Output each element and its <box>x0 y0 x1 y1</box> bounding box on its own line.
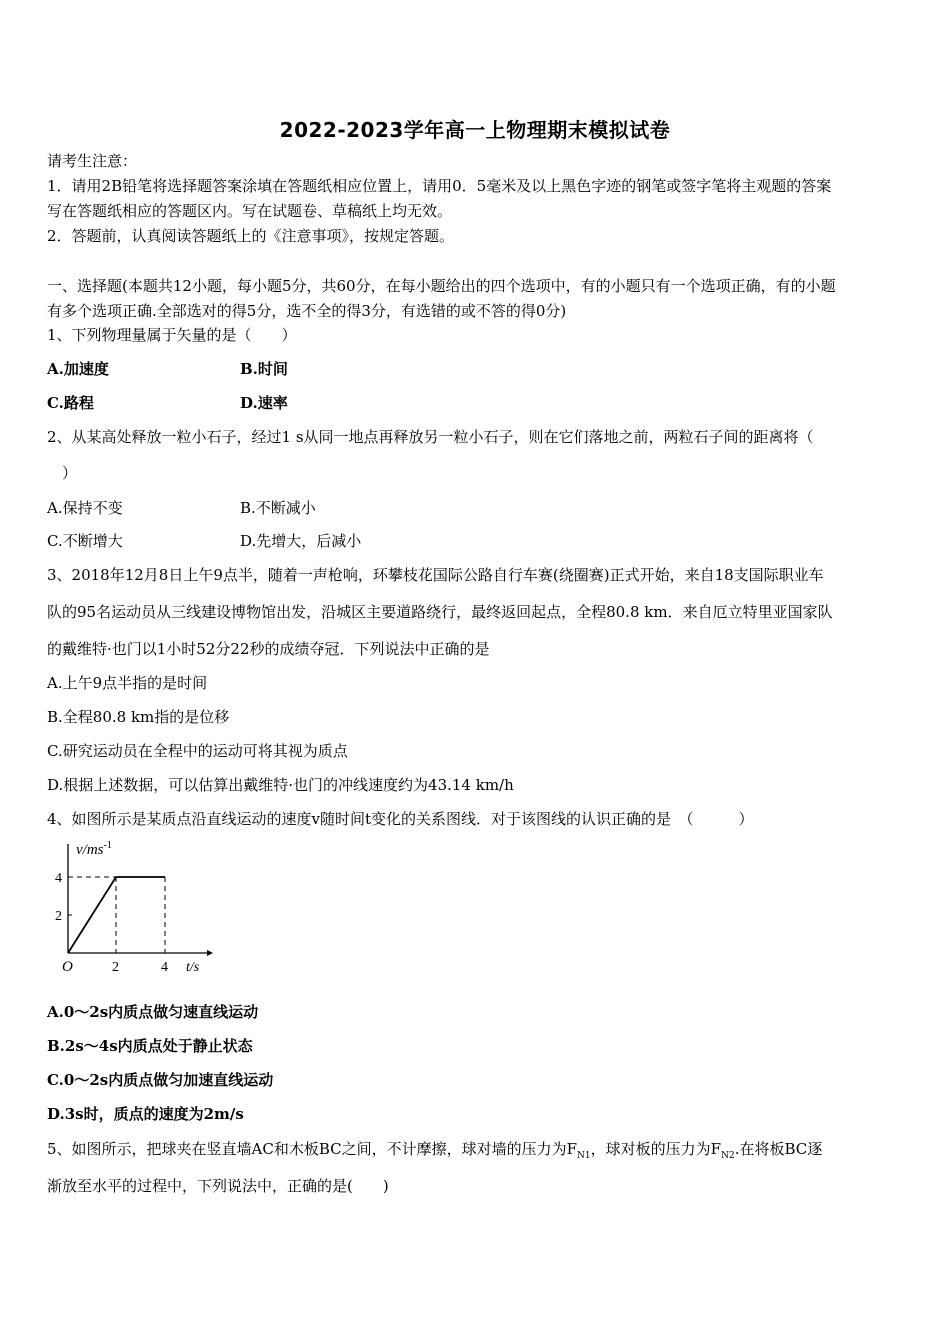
tick-label-t-4: 4 <box>161 960 168 975</box>
tick-label-v-2: 2 <box>55 909 62 924</box>
section-1-intro-line-1: 一、选择题(本题共12小题，每小题5分，共60分，在每小题给出的四个选项中，有的小题只有一个选项正确，有的小题 <box>47 277 836 295</box>
q1-option-b: B.时间 <box>240 360 288 378</box>
q3-option-d: D.根据上述数据，可以估算出戴维特·也门的冲线速度约为43.14 km/h <box>47 776 514 794</box>
t-axis-arrow <box>207 950 213 956</box>
q4-option-a: A.0～2s内质点做匀速直线运动 <box>47 1003 259 1021</box>
q5-stem-part-1: 5、如图所示，把球夹在竖直墙AC和木板BC之间，不计摩擦，球对墙的压力为F <box>47 1140 578 1158</box>
velocity-time-graph <box>50 838 215 978</box>
axis-label-v: $v/ms^{-1}$ <box>76 840 112 858</box>
q5-stem-part-3: .在将板BC逐 <box>734 1140 823 1158</box>
axis-label-t: t/s <box>186 960 200 975</box>
q3-stem-line-1: 3、2018年12月8日上午9点半，随着一声枪响，环攀枝花国际公路自行车赛(绕圈赛)正式开始，来自18支国际职业车 <box>47 566 824 584</box>
q2-option-b: B.不断减小 <box>240 499 316 517</box>
q4-option-b: B.2s～4s内质点处于静止状态 <box>47 1037 253 1055</box>
q4-option-c: C.0～2s内质点做匀加速直线运动 <box>47 1071 274 1089</box>
fn1-subscript: N1 <box>577 1151 591 1161</box>
q5-stem-line-2: 渐放至水平的过程中，下列说法中，正确的是( ) <box>47 1177 389 1195</box>
notice-heading: 请考生注意： <box>47 152 138 170</box>
q1-option-c: C.路程 <box>47 394 94 412</box>
q3-option-b: B.全程80.8 km指的是位移 <box>47 708 230 726</box>
q2-option-c: C.不断增大 <box>47 532 123 550</box>
q2-stem-line-1: 2、从某高处释放一粒小石子，经过1 s从同一地点再释放另一粒小石子，则在它们落地之前，两粒石子间的距离将（ <box>47 428 814 446</box>
page-title: 2022-2023学年高一上物理期末模拟试卷 <box>279 118 671 142</box>
q2-option-a: A.保持不变 <box>47 499 123 517</box>
tick-label-t-2: 2 <box>112 960 119 975</box>
q5-stem-part-2: ，球对板的压力为F <box>590 1140 722 1158</box>
q2-option-d: D.先增大，后减小 <box>240 532 362 550</box>
q3-stem-line-3: 的戴维特·也门以1小时52分22秒的成绩夺冠．下列说法中正确的是 <box>47 640 490 658</box>
q5-stem-line-1 <box>47 1139 822 1166</box>
q4-option-d: D.3s时，质点的速度为2m/s <box>47 1105 244 1123</box>
section-1-intro-line-2: 有多个选项正确.全部选对的得5分，选不全的得3分，有选错的或不答的得0分) <box>47 302 567 320</box>
q1-option-d: D.速率 <box>240 394 288 412</box>
q2-stem-line-2: ） <box>62 464 78 482</box>
origin-label: O <box>62 959 73 975</box>
notice-item-1-line-2: 写在答题纸相应的答题区内。写在试题卷、草稿纸上均无效。 <box>47 202 453 220</box>
notice-item-1-line-1: 1．请用2B铅笔将选择题答案涂填在答题纸相应位置上，请用0．5毫米及以上黑色字迹的钢笔或签字笔将主观题的答案 <box>47 177 832 195</box>
q3-stem-line-2: 队的95名运动员从三线建设博物馆出发，沿城区主要道路绕行，最终返回起点，全程80.8 km．来自厄立特里亚国家队 <box>47 603 833 621</box>
q1-stem: 1、下列物理量属于矢量的是（ ） <box>47 326 297 344</box>
fn2-subscript: N2 <box>721 1151 735 1161</box>
q1-option-a: A.加速度 <box>47 360 109 378</box>
q3-option-a: A.上午9点半指的是时间 <box>47 674 208 692</box>
notice-item-2: 2．答题前，认真阅读答题纸上的《注意事项》，按规定答题。 <box>47 227 455 245</box>
q3-option-c: C.研究运动员在全程中的运动可将其视为质点 <box>47 742 348 760</box>
q4-stem: 4、如图所示是某质点沿直线运动的速度v随时间t变化的关系图线．对于该图线的认识正确的是 （ ） <box>47 810 754 828</box>
tick-label-v-4: 4 <box>55 871 62 886</box>
